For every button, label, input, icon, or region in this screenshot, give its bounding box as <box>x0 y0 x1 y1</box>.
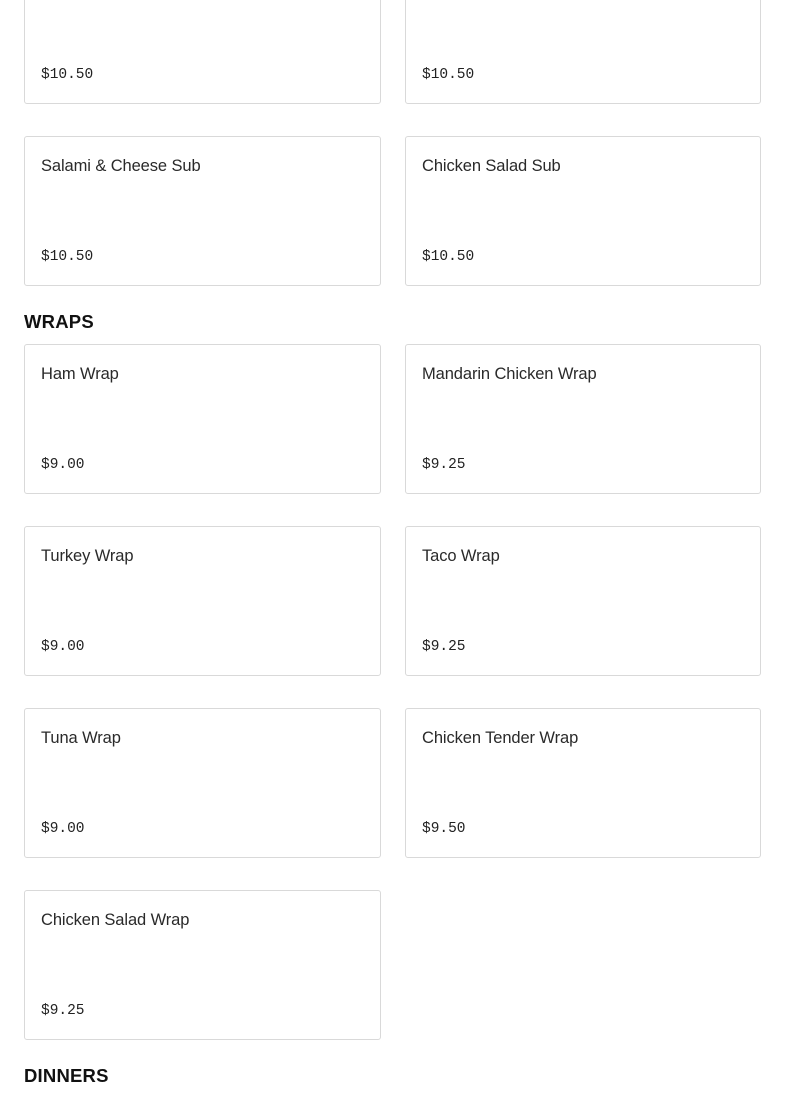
menu-item-name: Mandarin Chicken Wrap <box>422 365 597 383</box>
menu-item-card-mandarin-chicken-wrap[interactable] <box>405 344 761 494</box>
menu-item-card-turkey-wrap[interactable] <box>24 526 381 676</box>
menu-item-name: Taco Wrap <box>422 547 500 565</box>
section-title-dinners: DINNERS <box>24 1065 109 1086</box>
menu-item-price: $9.25 <box>422 639 466 655</box>
menu-item-name: Chicken Tender Wrap <box>422 729 579 747</box>
menu-item-card-chicken-salad-sub[interactable] <box>405 136 761 286</box>
menu-item-price: $10.50 <box>422 249 475 265</box>
menu-item-card-taco-wrap[interactable] <box>405 526 761 676</box>
menu-item-price: $10.50 <box>41 67 94 83</box>
menu-item-card[interactable] <box>24 0 381 104</box>
subs-grid <box>24 0 761 286</box>
menu-item-card-ham-wrap[interactable] <box>24 344 381 494</box>
section-title-wraps: WRAPS <box>24 311 94 332</box>
menu-item-name: Chicken Salad Sub <box>422 157 561 175</box>
menu-item-name: Turkey Wrap <box>41 547 134 565</box>
menu-item-name: Salami & Cheese Sub <box>41 157 201 175</box>
menu-item-card[interactable] <box>405 0 761 104</box>
menu-item-price: $9.00 <box>41 639 85 655</box>
menu-item-card-tuna-wrap[interactable] <box>24 708 381 858</box>
menu-item-price: $9.50 <box>422 821 466 837</box>
menu-item-card-salami-cheese-sub[interactable] <box>24 136 381 286</box>
menu-item-price: $9.00 <box>41 821 85 837</box>
menu-content <box>24 0 761 1090</box>
wraps-grid <box>24 344 761 1040</box>
menu-item-price: $9.00 <box>41 457 85 473</box>
menu-item-card-chicken-salad-wrap[interactable] <box>24 890 381 1040</box>
menu-item-price: $9.25 <box>41 1003 85 1019</box>
menu-item-name: Tuna Wrap <box>41 729 121 747</box>
menu-item-name: Ham Wrap <box>41 365 119 383</box>
menu-item-price: $10.50 <box>422 67 475 83</box>
menu-item-price: $10.50 <box>41 249 94 265</box>
menu-item-price: $9.25 <box>422 457 466 473</box>
menu-item-name: Chicken Salad Wrap <box>41 911 190 929</box>
menu-item-card-chicken-tender-wrap[interactable] <box>405 708 761 858</box>
